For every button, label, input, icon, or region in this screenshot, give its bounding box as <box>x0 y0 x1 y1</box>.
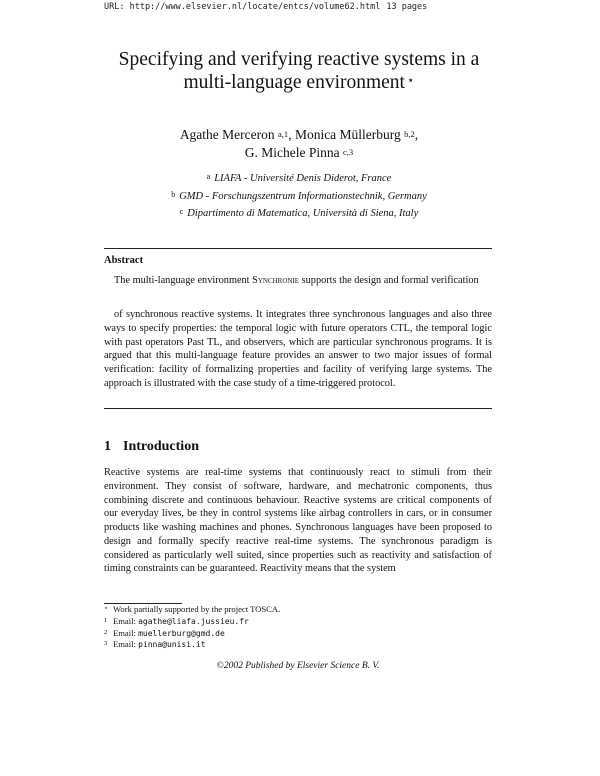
abstract-heading: Abstract <box>104 255 144 266</box>
title-line-1: Specifying and verifying reactive systems in a <box>118 49 480 70</box>
section-heading <box>104 439 199 455</box>
system-name: Synchronie <box>252 275 300 286</box>
abstract-bottom-rule <box>104 408 492 409</box>
affiliation: $^a$ LIAFA - Université Denis Diderot, France <box>206 172 392 184</box>
paper-title <box>90 48 508 94</box>
url-text: URL: http://www.elsevier.nl/locate/entcs/volume62.html <box>104 2 381 12</box>
footnote: 1 Email: agathe@liafa.jussieu.fr <box>104 615 249 626</box>
email-address: muellerburg@gmd.de <box>138 628 225 638</box>
affiliation: $^b$ GMD - Forschungszentrum Informationstechnik, Germany <box>171 189 427 202</box>
footnote-list <box>104 604 492 651</box>
publisher-line: ©2002 Published by Elsevier Science B. V. <box>216 661 380 671</box>
footnote: 3 Email: pinna@unisi.it <box>104 639 206 650</box>
affiliation: $^c$ Dipartimento di Matematica, Università di Siena, Italy <box>179 207 419 219</box>
footnote: ⋆ Work partially supported by the project TOSCA. <box>104 604 281 614</box>
abstract-top-rule <box>104 248 492 249</box>
email-address: agathe@liafa.jussieu.fr <box>138 616 249 626</box>
page-count: 13 pages <box>386 2 428 12</box>
abstract-paragraph-1: The multi-language environment Synchronie supports the design and formal verification <box>114 275 479 286</box>
author-list: Agathe Merceron $^{a,1}$, Monica Müllerburg $^{b,2}$, G. Michele Pinna $^{c,3}$ <box>179 127 419 160</box>
title-line-2: multi-language environment <box>183 72 405 93</box>
body-paragraph: Reactive systems are real-time systems that continuously react to stimuli from their environment. They consist of software, hardware, and mechatronic components, thus combining discrete and continuous behaviour. Reactive systems are critical components of our everyday lives, be they in control systems like airbag controllers in cars, or in consumer products like washing machines and phones. Synchronous languages have been proposed to design and formally specify reactive real-time systems. The synchronous paradigm is considered as particularly well suited, since properties such as reactivity and satisfaction of timing constraints can be guaranteed. Reactivity means that the system <box>104 467 492 575</box>
author-mark: c,3 <box>343 147 354 157</box>
author-name: G. Michele Pinna <box>244 145 340 160</box>
section-title: Introduction <box>123 439 199 454</box>
author-name: Monica Müllerburg <box>294 127 401 142</box>
footnote: 2 Email: muellerburg@gmd.de <box>104 627 225 638</box>
author-mark: b,2 <box>404 129 415 139</box>
affiliation-list <box>90 170 508 223</box>
url-header <box>104 2 427 12</box>
title-footnote-mark: ⋆ <box>406 73 415 87</box>
author-name: Agathe Merceron <box>179 127 275 142</box>
abstract-paragraph-2: of synchronous reactive systems. It integrates three synchronous languages and also three ways to specify properties: the temporal logic with future operators CTL, the temporal logic with past operators Past TL, and observers, which are particular synchronous programs. It is argued that this multi-language feature provides an answer to two major issues of formal verification: facility of formalizing properties and facility of verifying large systems. The approach is illustrated with the case study of a time-triggered protocol. <box>104 309 492 389</box>
section-number: 1 <box>104 439 111 454</box>
author-mark: a,1 <box>278 129 289 139</box>
email-address: pinna@unisi.it <box>138 640 206 650</box>
copyright-icon: © <box>216 661 224 671</box>
